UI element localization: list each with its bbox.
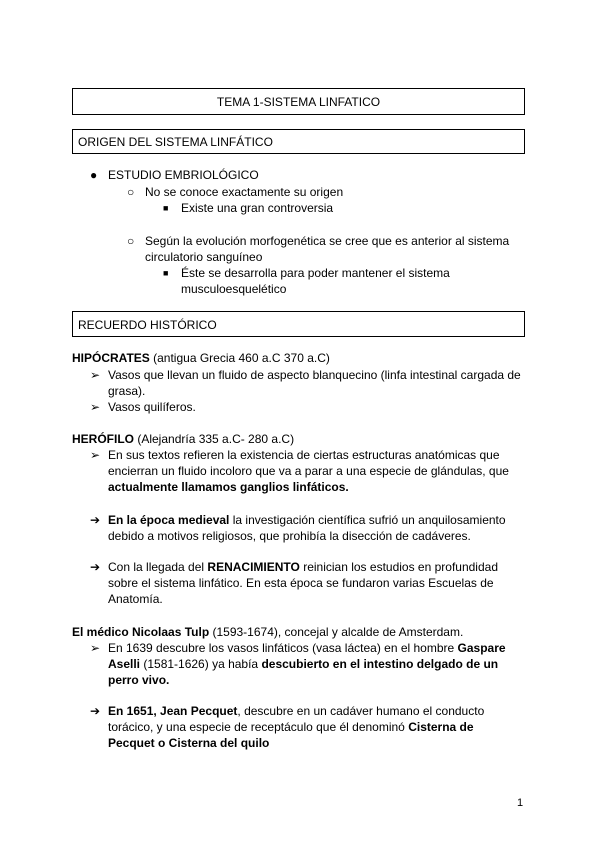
sub-bullet-origen: No se conoce exactamente su origen xyxy=(145,185,344,199)
bullet-circle: ○ xyxy=(127,185,135,199)
pecquet-l3: Pecquet o Cisterna del quilo xyxy=(108,736,270,750)
arrow-bullet: ➢ xyxy=(90,400,101,414)
renac-post: reinician los estudios en profundidad xyxy=(299,560,498,574)
bullet-estudio: ESTUDIO EMBRIOLÓGICO xyxy=(108,168,259,182)
tulp-item1-bold: Gaspare xyxy=(457,641,506,655)
hip-item1-l1: Vasos que llevan un fluido de aspecto blanquecino (linfa intestinal cargada de xyxy=(108,368,521,382)
medieval-rest: la investigación científica sufrió un anquilosamiento xyxy=(229,513,506,527)
sub-bullet-evolucion-l2: circulatorio sanguíneo xyxy=(145,250,263,264)
hip-item2: Vasos quilíferos. xyxy=(108,400,196,414)
bullet-dot: ● xyxy=(90,168,98,182)
medieval-l1 xyxy=(108,512,506,528)
tulp-item1-pre: En 1639 descubre los vasos linfáticos (vasa láctea) en el hombre xyxy=(108,641,458,655)
medieval-l2: debido a motivos religiosos, que prohibía la disección de cadáveres. xyxy=(108,529,471,543)
tulp-heading xyxy=(72,624,463,640)
hip-item1-l2: grasa). xyxy=(108,384,146,398)
renac-l2: sobre el sistema linfático. En esta época se fundaron varias Escuelas de xyxy=(108,576,494,590)
arrow-bullet: ➢ xyxy=(90,641,101,655)
page-title: TEMA 1-SISTEMA LINFATICO xyxy=(72,88,525,115)
her-item1-l2: encierran un fluido incoloro que va a parar a una especie de glándulas, que xyxy=(108,464,509,478)
sub-sub-bullet-desarrolla-l1: Éste se desarrolla para poder mantener el sistema xyxy=(181,266,450,280)
her-item1-l1: En sus textos refieren la existencia de ciertas estructuras anatómicas que xyxy=(108,448,500,462)
pecquet-l2-bold: Cisterna de xyxy=(408,720,474,734)
arrow-right-icon: ➔ xyxy=(90,560,101,574)
sub-bullet-evolucion-l1: Según la evolución morfogenética se cree que es anterior al sistema xyxy=(145,234,510,248)
her-item1-l3: actualmente llamamos ganglios linfáticos. xyxy=(108,480,349,494)
page-number: 1 xyxy=(517,797,524,809)
tulp-rest: (1593-1674), concejal y alcalde de Amsterdam. xyxy=(209,625,464,639)
medieval-bold: En la época medieval xyxy=(108,513,230,527)
section-heading-historico: RECUERDO HISTÓRICO xyxy=(72,311,525,337)
renac-bold: RENACIMIENTO xyxy=(207,560,300,574)
pecquet-l2-pre: torácico, y una especie de receptáculo que él denominó xyxy=(108,720,409,734)
pecquet-l2 xyxy=(108,719,474,735)
section-heading-origen: ORIGEN DEL SISTEMA LINFÁTICO xyxy=(72,129,525,154)
tulp-item1-l3: perro vivo. xyxy=(108,673,170,687)
bullet-square: ■ xyxy=(163,203,169,213)
renac-pre: Con la llegada del xyxy=(108,560,208,574)
herofilo-heading xyxy=(72,431,294,447)
sub-sub-bullet-desarrolla-l2: musculoesquelético xyxy=(181,282,287,296)
arrow-bullet: ➢ xyxy=(90,448,101,462)
tulp-item1-l1 xyxy=(108,640,506,656)
pecquet-l1 xyxy=(108,703,484,719)
arrow-right-icon: ➔ xyxy=(90,704,101,718)
arrow-bullet: ➢ xyxy=(90,368,101,382)
tulp-item1-l2-mid: (1581-1626) ya había xyxy=(140,657,262,671)
tulp-item1-l2-bold2: descubierto en el intestino delgado de un xyxy=(261,657,499,671)
arrow-right-icon: ➔ xyxy=(90,513,101,527)
bullet-square: ■ xyxy=(163,268,169,278)
pecquet-rest: , descubre en un cadáver humano el conducto xyxy=(237,704,485,718)
pecquet-bold: En 1651, Jean Pecquet xyxy=(108,704,238,718)
herofilo-desc: (Alejandría 335 a.C- 280 a.C) xyxy=(134,432,295,446)
hipocrates-heading xyxy=(72,350,330,366)
sub-sub-bullet-controversia: Existe una gran controversia xyxy=(181,201,334,215)
renac-l3: Anatomía. xyxy=(108,592,163,606)
tulp-item1-l2-bold: Aselli xyxy=(108,657,141,671)
renac-l1 xyxy=(108,559,498,575)
hipocrates-name: HIPÓCRATES xyxy=(72,351,150,365)
herofilo-name: HERÓFILO xyxy=(72,432,134,446)
bullet-circle: ○ xyxy=(127,234,135,248)
tulp-item1-l2 xyxy=(108,656,498,672)
tulp-bold: El médico Nicolaas Tulp xyxy=(72,625,210,639)
hipocrates-desc: (antigua Grecia 460 a.C 370 a.C) xyxy=(149,351,330,365)
